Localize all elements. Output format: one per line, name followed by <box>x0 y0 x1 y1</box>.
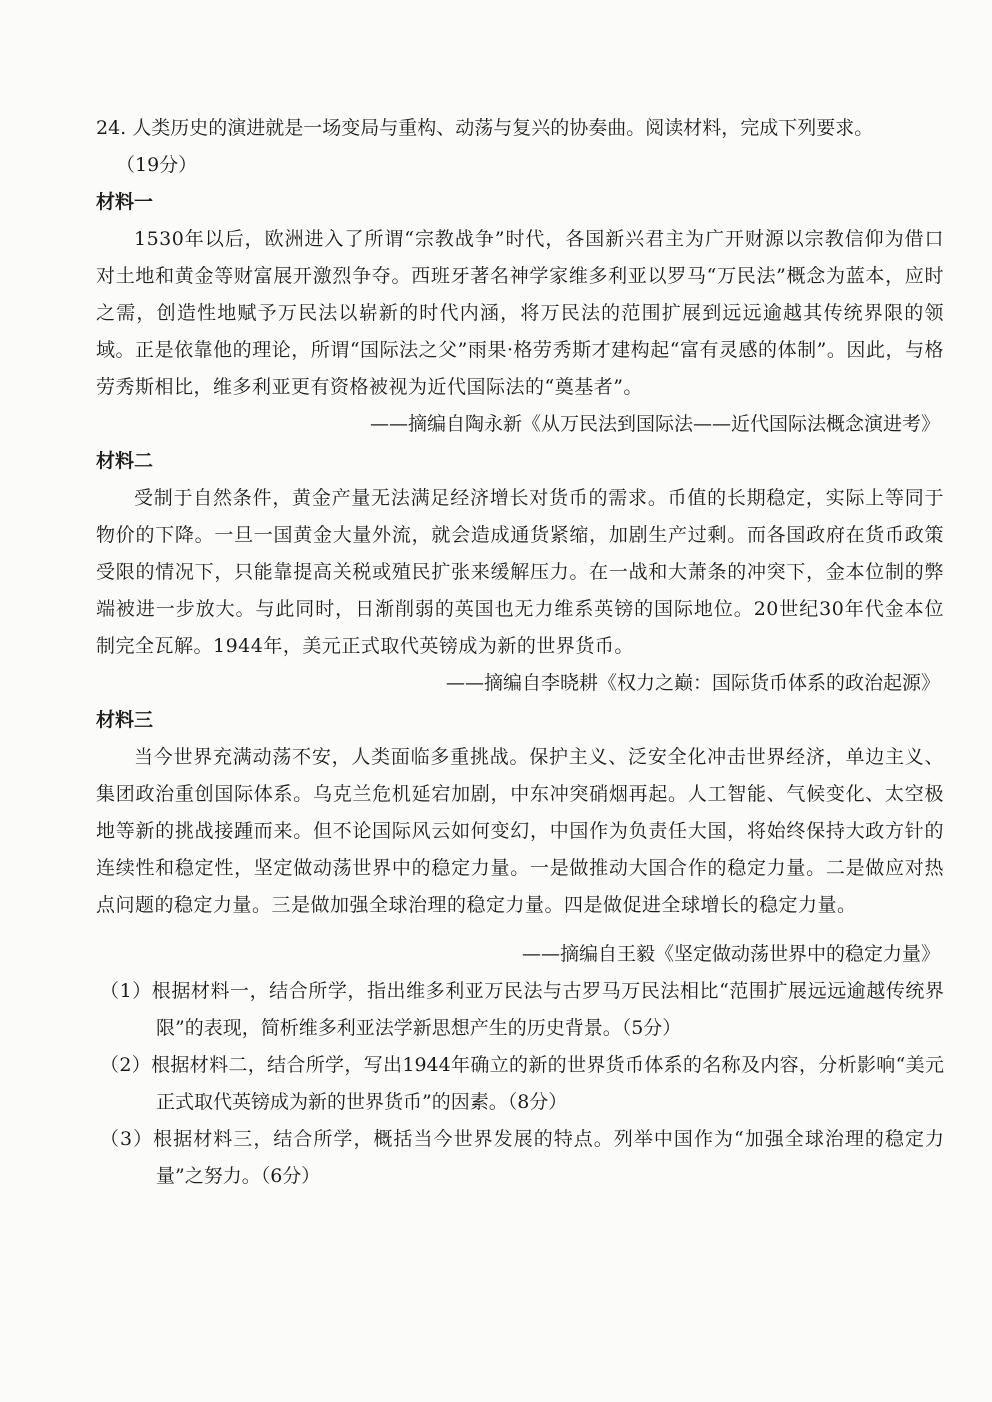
material-2-heading: 材料二 <box>96 450 154 472</box>
material-1-text: 1530年以后，欧洲进入了所谓“宗教战争”时代，各国新兴君主为广开财源以宗教信仰为借口对土地和黄金等财富展开激烈争夺。西班牙著名神学家维多利亚以罗马“万民法”概念为蓝本，应时之需，创造性地赋予万民法以崭新的时代内涵，将万民法的范围扩展到远远逾越其传统界限的领域。正是依靠他的理论，所谓“国际法之父”雨果·格劳秀斯才建构起“富有灵感的体制”。因此，与格劳秀斯相比，维多利亚更有资格被视为近代国际法的“奠基者”。 <box>96 228 944 398</box>
material-1-source: ——摘编自陶永新《从万民法到国际法——近代国际法概念演进考》 <box>369 413 940 435</box>
material-2-source: ——摘编自李晓耕《权力之巅：国际货币体系的政治起源》 <box>445 672 940 694</box>
question-score: （19分） <box>116 154 198 176</box>
question-24 <box>96 110 944 1195</box>
material-2-text: 受制于自然条件，黄金产量无法满足经济增长对货币的需求。币值的长期稳定，实际上等同于物价的下降。一旦一国黄金大量外流，就会造成通货紧缩，加剧生产过剩。而各国政府在货币政策受限的情况下，只能靠提高关税或殖民扩张来缓解压力。在一战和大萧条的冲突下，金本位制的弊端被进一步放大。与此同时，日渐削弱的英国也无力维系英镑的国际地位。20世纪30年代金本位制完全瓦解。1944年，美元正式取代英镑成为新的世界货币。 <box>96 487 944 657</box>
subquestion-1: （1）根据材料一，结合所学，指出维多利亚万民法与古罗马万民法相比“范围扩展远远逾越传统界限”的表现，简析维多利亚法学新思想产生的历史背景。（5分） <box>100 980 944 1039</box>
material-1-heading: 材料一 <box>96 191 154 213</box>
subquestion-3: （3）根据材料三，结合所学，概括当今世界发展的特点。列举中国作为“加强全球治理的稳定力量”之努力。（6分） <box>100 1128 944 1187</box>
question-title: 24. 人类历史的演进就是一场变局与重构、动荡与复兴的协奏曲。阅读材料，完成下列要求。 <box>96 117 874 139</box>
material-3-source: ——摘编自王毅《坚定做动荡世界中的稳定力量》 <box>521 943 940 965</box>
material-3-text: 当今世界充满动荡不安，人类面临多重挑战。保护主义、泛安全化冲击世界经济，单边主义、集团政治重创国际体系。乌克兰危机延宕加剧，中东冲突硝烟再起。人工智能、气候变化、太空极地等新的挑战接踵而来。但不论国际风云如何变幻，中国作为负责任大国，将始终保持大政方针的连续性和稳定性，坚定做动荡世界中的稳定力量。一是做推动大国合作的稳定力量。二是做应对热点问题的稳定力量。三是做加强全球治理的稳定力量。四是做促进全球增长的稳定力量。 <box>96 746 944 916</box>
material-3-heading: 材料三 <box>96 709 154 731</box>
subquestion-2: （2）根据材料二，结合所学，写出1944年确立的新的世界货币体系的名称及内容，分析影响“美元正式取代英镑成为新的世界货币”的因素。（8分） <box>100 1054 944 1113</box>
